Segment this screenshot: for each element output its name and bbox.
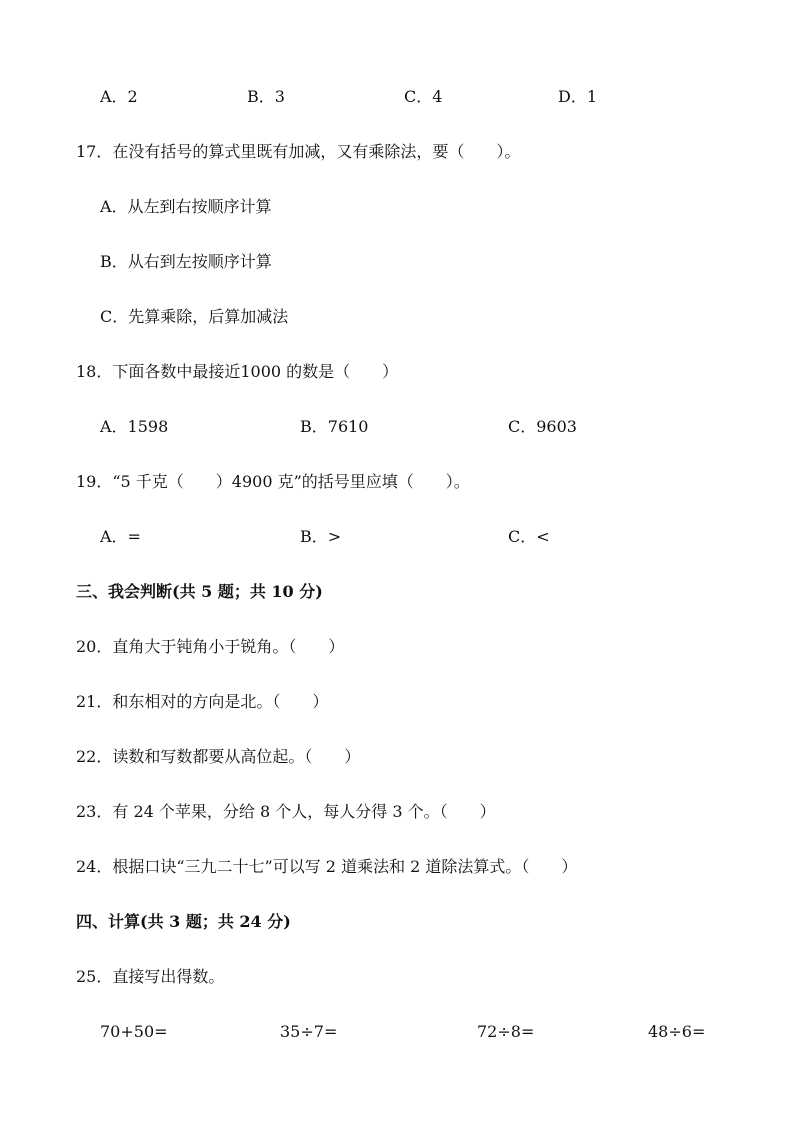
q19-stem: 19．“5 千克（ ）4900 克”的括号里应填（ ）。 xyxy=(76,472,470,491)
q25-stem: 25．直接写出得数。 xyxy=(76,967,225,986)
section-3-title: 三、我会判断(共 5 题；共 10 分) xyxy=(76,582,323,601)
q18-option-c: C．9603 xyxy=(508,417,577,436)
q17-option-c: C．先算乘除，后算加减法 xyxy=(100,307,289,326)
q16-option-c: C．4 xyxy=(404,87,443,106)
q19-option-b: B．> xyxy=(300,527,342,546)
q18-stem: 18．下面各数中最接近1000 的数是（ ） xyxy=(76,362,399,381)
q19-option-a: A．= xyxy=(100,527,141,546)
q25-item-1: 70+50= xyxy=(100,1022,168,1041)
q16-option-a: A．2 xyxy=(100,87,138,106)
section-4-title: 四、计算(共 3 题；共 24 分) xyxy=(76,912,291,931)
q18-option-b: B．7610 xyxy=(300,417,369,436)
q17-stem: 17．在没有括号的算式里既有加减，又有乘除法，要（ ）。 xyxy=(76,142,521,161)
q17-option-a: A．从左到右按顺序计算 xyxy=(100,197,272,216)
q24-stem: 24．根据口诀“三九二十七”可以写 2 道乘法和 2 道除法算式。（ ） xyxy=(76,857,578,876)
q25-item-4: 48÷6= xyxy=(648,1022,706,1041)
q22-stem: 22．读数和写数都要从高位起。（ ） xyxy=(76,747,361,766)
q17-option-b: B．从右到左按顺序计算 xyxy=(100,252,272,271)
q23-stem: 23．有 24 个苹果，分给 8 个人，每人分得 3 个。（ ） xyxy=(76,802,496,821)
q18-option-a: A．1598 xyxy=(100,417,169,436)
q20-stem: 20．直角大于钝角小于锐角。（ ） xyxy=(76,637,345,656)
q16-option-b: B．3 xyxy=(247,87,285,106)
q19-option-c: C．< xyxy=(508,527,550,546)
q25-item-3: 72÷8= xyxy=(477,1022,535,1041)
q16-option-d: D．1 xyxy=(558,87,598,106)
q25-item-2: 35÷7= xyxy=(280,1022,338,1041)
q21-stem: 21．和东相对的方向是北。（ ） xyxy=(76,692,329,711)
